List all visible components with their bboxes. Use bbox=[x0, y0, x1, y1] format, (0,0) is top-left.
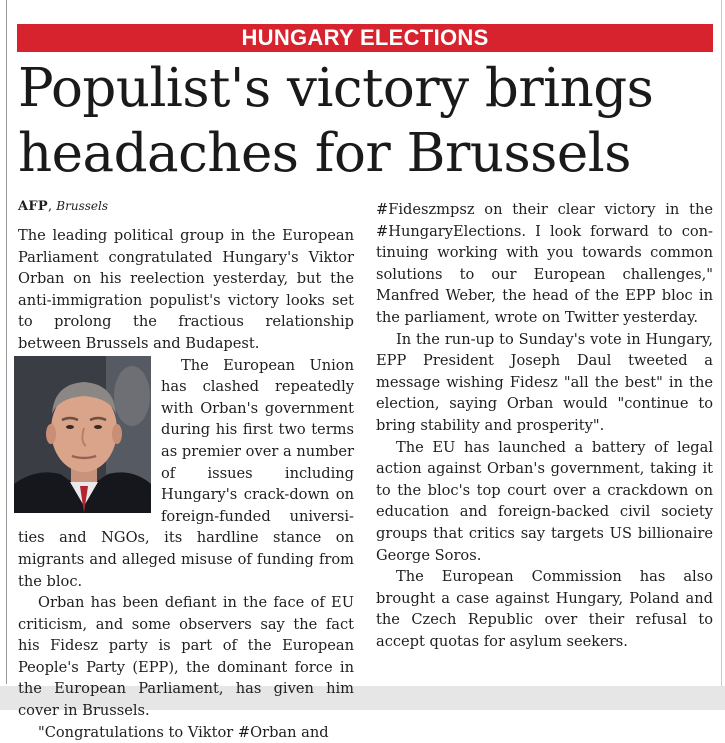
article-headline bbox=[18, 56, 718, 186]
byline-location: Brussels bbox=[56, 199, 108, 213]
article-column-left bbox=[18, 197, 354, 743]
section-banner: HUNGARY ELECTIONS bbox=[17, 24, 713, 52]
article-paragraph bbox=[18, 355, 354, 593]
article-paragraph: The leading political group in the European Parliament congratulated Hungary's Viktor Orban on his reelection yesterday, but the anti-immigration populist's victory looks set to prolong the fractious relationship between Brussels and Budapest. bbox=[18, 227, 354, 352]
byline bbox=[18, 197, 354, 216]
article-paragraph: Orban has been defiant in the face of EU criticism, and some observers say the fact his Fidesz party is part of the European People's Party (EPP), the dominant force in the European Parliament, has given him cover in Brussels. bbox=[18, 594, 354, 720]
article-column-right bbox=[376, 199, 713, 652]
byline-separator: , bbox=[48, 199, 53, 214]
orban-portrait-photo bbox=[14, 356, 151, 513]
article-paragraph-text: The European Union has clashed repeatedly with Orban's government during his first two terms as premier over a number of issues including Hungary's crack-down on foreign-funded universi-ties and NGOs, its hardline stance on migrants and alleged misuse of funding from the bloc. bbox=[18, 356, 354, 590]
article-paragraph: In the run-up to Sunday's vote in Hungary, EPP President Joseph Daul tweeted a message wishing Fidesz "all the best" in the election, saying Orban would "continue to bring stability and prosperity". bbox=[376, 330, 713, 434]
byline-agency: AFP bbox=[18, 199, 48, 214]
headline-line-1: Populist's victory brings bbox=[18, 58, 654, 119]
article-paragraph: The European Commission has also brought a case against Hungary, Poland and the Czech Republic over their refusal to accept quotas for asylum seekers. bbox=[376, 568, 713, 650]
column-rule-right bbox=[721, 0, 722, 690]
headline-line-2: headaches for Brussels bbox=[18, 123, 631, 184]
column-rule-left bbox=[6, 0, 7, 684]
article-paragraph: "Congratulations to Viktor #Orban and bbox=[38, 723, 329, 741]
article-paragraph: #Fideszmpsz on their clear victory in the #HungaryElections. I look forward to con-tinuing working with you towards common solutions to our European challenges," Manfred Weber, the head of the EPP bloc in the parliament, wrote on Twitter yesterday. bbox=[376, 201, 713, 326]
article-paragraph: The EU has launched a battery of legal action against Orban's government, taking it to the bloc's top court over a crackdown on education and foreign-backed civil society groups that critics say targets US billionaire George Soros. bbox=[376, 438, 713, 564]
